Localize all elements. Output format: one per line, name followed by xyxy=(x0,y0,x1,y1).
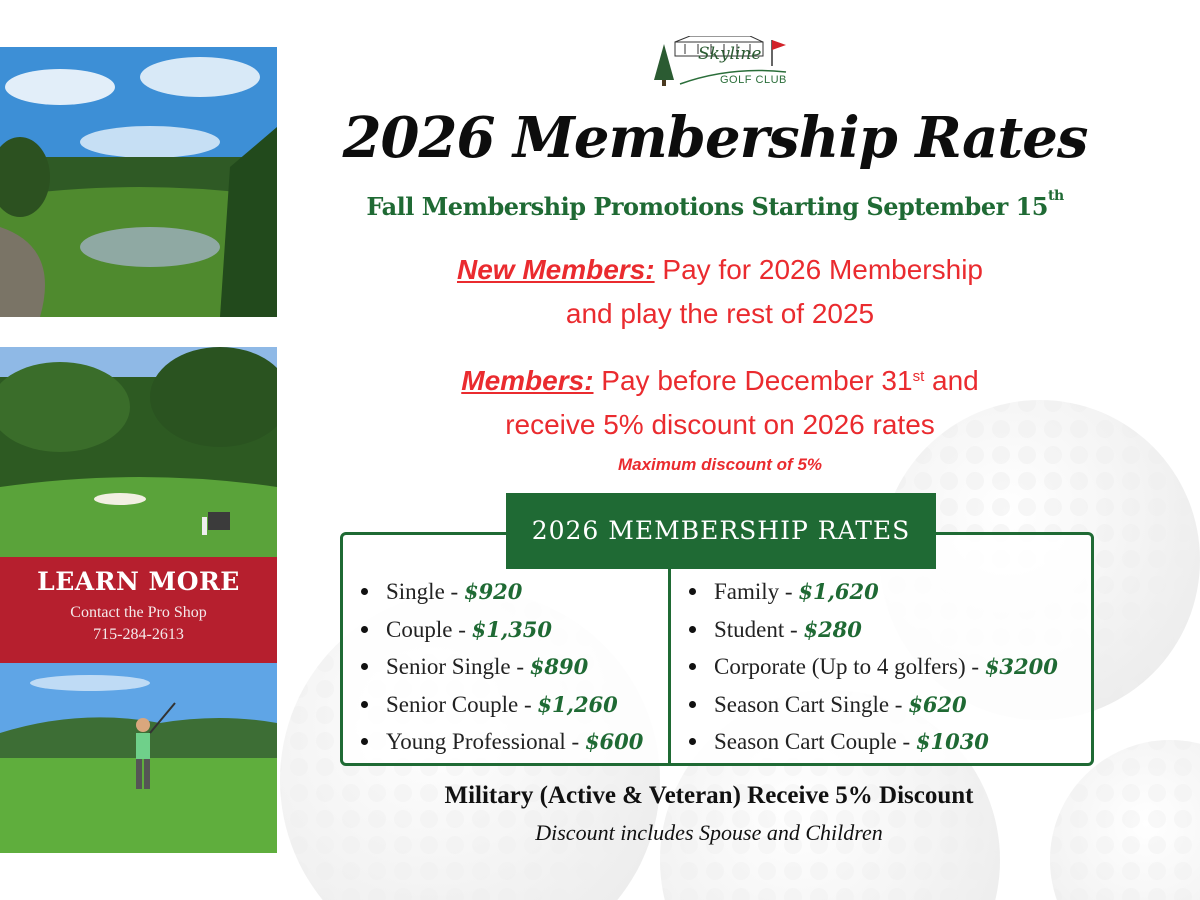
pine-tree-icon xyxy=(654,44,674,86)
max-discount-note: Maximum discount of 5% xyxy=(617,455,823,474)
rate-price: $890 xyxy=(529,654,589,679)
rate-price: $600 xyxy=(584,729,644,754)
members-promo xyxy=(340,359,1100,447)
promo-subtitle xyxy=(300,188,1130,221)
members-lead: Members: xyxy=(461,365,594,396)
rate-price: $1030 xyxy=(915,729,989,754)
learn-more-panel[interactable] xyxy=(0,557,277,663)
skyline-golf-club-logo xyxy=(650,36,790,100)
phone-number: 715-284-2613 xyxy=(93,626,184,643)
flag-icon xyxy=(772,40,786,66)
rate-label: Couple - xyxy=(386,616,472,642)
rates-divider xyxy=(668,535,671,763)
rate-item xyxy=(689,573,1058,611)
rate-price: $1,620 xyxy=(798,579,879,604)
members-line1-end: and xyxy=(924,365,979,396)
rate-item xyxy=(361,686,643,724)
new-members-line2: and play the rest of 2025 xyxy=(565,298,875,329)
rate-label: Student - xyxy=(714,616,804,642)
rate-label: Senior Couple - xyxy=(386,691,538,717)
rate-item xyxy=(689,648,1058,686)
rate-label: Season Cart Single - xyxy=(714,691,909,717)
rate-item xyxy=(361,723,643,761)
new-members-lead: New Members: xyxy=(456,254,655,285)
members-line1: Pay before December 31 xyxy=(593,365,913,396)
rate-price: $280 xyxy=(803,616,862,642)
rates-header: 2026 MEMBERSHIP RATES xyxy=(506,493,936,569)
rate-item xyxy=(689,686,1058,724)
golf-course-photo-green xyxy=(0,347,277,557)
rate-label: Single - xyxy=(386,579,464,604)
page-title: 2026 Membership Rates xyxy=(342,105,1088,171)
subtitle-suffix: th xyxy=(1047,188,1064,204)
contact-pro-shop-text: Contact the Pro Shop xyxy=(70,604,207,621)
golf-course-photo-pond xyxy=(0,47,277,317)
new-members-line1: Pay for 2026 Membership xyxy=(654,254,983,285)
rate-label: Senior Single - xyxy=(386,654,530,679)
military-discount: Military (Active & Veteran) Receive 5% Discount xyxy=(444,782,974,809)
rate-price: $1,350 xyxy=(471,616,552,642)
rate-price: $920 xyxy=(463,579,523,604)
golfer-teeing-off-photo xyxy=(0,663,277,853)
rate-item xyxy=(361,648,643,686)
rate-item xyxy=(361,611,643,649)
rate-label: Young Professional - xyxy=(386,729,585,754)
rate-label: Family - xyxy=(714,579,799,604)
military-discount-note: Discount includes Spouse and Children xyxy=(535,820,883,845)
members-line2: receive 5% discount on 2026 rates xyxy=(505,409,935,440)
rate-label: Season Cart Couple - xyxy=(714,729,916,754)
rate-item xyxy=(689,611,1058,649)
subtitle-text: Fall Membership Promotions Starting September 15 xyxy=(366,192,1048,221)
rate-price: $1,260 xyxy=(537,691,618,717)
rates-right-column xyxy=(689,573,1058,761)
logo-name-text: Skyline xyxy=(698,44,762,64)
new-members-promo xyxy=(340,248,1100,336)
rate-item xyxy=(361,573,643,611)
rate-price: $620 xyxy=(908,691,967,717)
learn-more-title: LEARN MORE xyxy=(37,567,240,596)
rate-price: $3200 xyxy=(984,654,1058,679)
rate-item xyxy=(689,723,1058,761)
rates-left-column xyxy=(361,573,643,761)
rate-label: Corporate (Up to 4 golfers) - xyxy=(714,654,985,679)
members-line1-sup: st xyxy=(912,368,925,385)
logo-subtext: GOLF CLUB xyxy=(720,74,787,86)
